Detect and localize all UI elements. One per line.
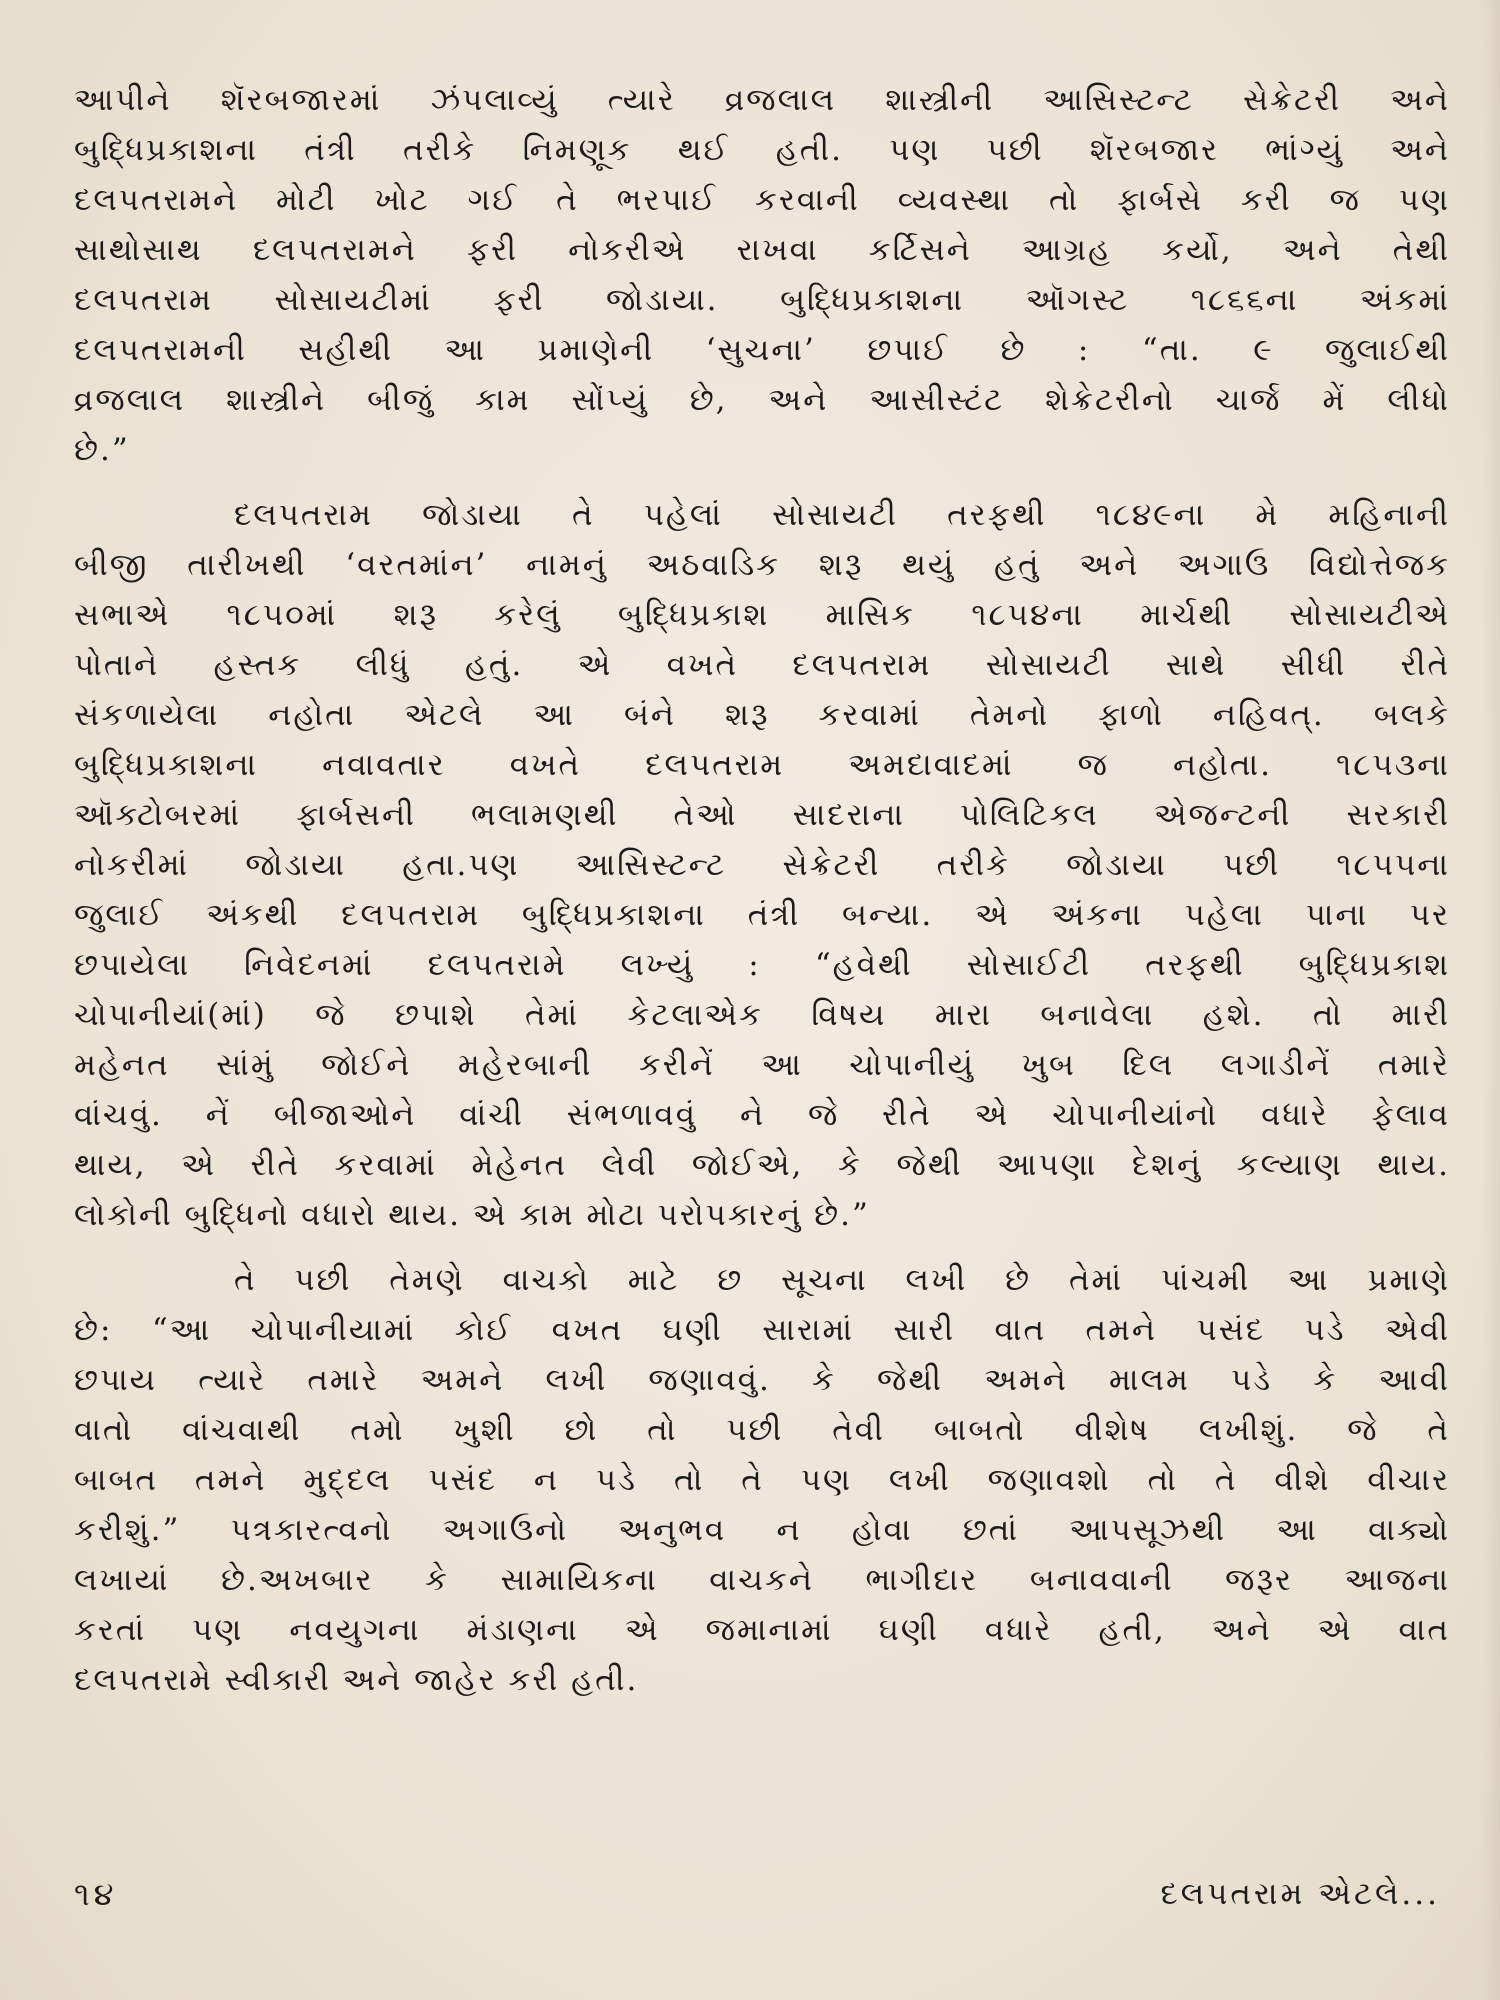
paragraph-1	[74, 75, 1450, 475]
text-line: સાથોસાથ દલપતરામને ફરી નોકરીએ રાખવા કર્ટિસને આગ્રહ કર્યો, અને તેથી	[74, 232, 1450, 268]
text-line: મહેનત સાંમું જોઈને મહેરબાની કરીનેં આ ચોપાનીયું ખુબ દિલ લગાડીનેં તમારે	[74, 1047, 1450, 1083]
text-line: પોતાને હસ્તક લીધું હતું. એ વખતે દલપતરામ સોસાયટી સાથે સીધી રીતે	[74, 647, 1450, 683]
text-line: સંકળાયેલા નહોતા એટલે આ બંને શરૂ કરવામાં તેમનો ફાળો નહિવત્. બલકે	[74, 697, 1450, 733]
text-line: સભાએ ૧૮૫૦માં શરૂ કરેલું બુદ્ધિપ્રકાશ માસિક ૧૮૫૪ના માર્ચથી સોસાયટીએ	[74, 597, 1450, 633]
text-line: બુદ્ધિપ્રકાશના નવાવતાર વખતે દલપતરામ અમદાવાદમાં જ નહોતા. ૧૮૫૩ના	[74, 747, 1450, 783]
text-line: જુલાઈ અંકથી દલપતરામ બુદ્ધિપ્રકાશના તંત્રી બન્યા. એ અંકના પહેલા પાના પર	[74, 897, 1450, 933]
text-line: છપાય ત્યારે તમારે અમને લખી જણાવવું. કે જેથી અમને માલમ પડે કે આવી	[74, 1362, 1450, 1398]
text-line: લખાયાં છે.અખબાર કે સામાયિકના વાચકને ભાગીદાર બનાવવાની જરૂર આજના	[74, 1562, 1450, 1598]
text-line: લોકોની બુદ્ધિનો વધારો થાય. એ કામ મોટા પરોપકારનું છે.”	[74, 1197, 870, 1233]
text-line: ચોપાનીયાં(માં) જે છપાશે તેમાં કેટલાએક વિષય મારા બનાવેલા હશે. તો મારી	[74, 997, 1450, 1033]
page-edge-shadow	[1482, 0, 1500, 2000]
body-text	[74, 75, 1450, 1720]
text-line: દલપતરામ જોડાયા તે પહેલાં સોસાયટી તરફથી ૧૮૪૯ના મે મહિનાની	[234, 497, 1450, 533]
page-number: ૧૪	[74, 1875, 118, 1913]
text-line: વ્રજલાલ શાસ્ત્રીને બીજું કામ સોંપ્યું છે, અને આસીસ્ટંટ શેક્રેટરીનો ચાર્જ મેં લીધો	[74, 382, 1450, 418]
paragraph-3	[74, 1255, 1450, 1705]
text-line: તે પછી તેમણે વાચકો માટે છ સૂચના લખી છે તેમાં પાંચમી આ પ્રમાણે	[234, 1262, 1450, 1298]
text-line: આપીને શૅરબજારમાં ઝંપલાવ્યું ત્યારે વ્રજલાલ શાસ્ત્રીની આસિસ્ટન્ટ સેક્રેટરી અને	[74, 82, 1450, 118]
text-line: દલપતરામને મોટી ખોટ ગઈ તે ભરપાઈ કરવાની વ્યવસ્થા તો ફાર્બસે કરી જ પણ	[74, 182, 1450, 218]
text-line: વાંચવું. નેં બીજાઓને વાંચી સંભળાવવું ને જે રીતે એ ચોપાનીયાંનો વધારે ફેલાવ	[74, 1097, 1450, 1133]
text-line: નોકરીમાં જોડાયા હતા.પણ આસિસ્ટન્ટ સેક્રેટરી તરીકે જોડાયા પછી ૧૮૫૫ના	[74, 847, 1450, 883]
text-line: કરતાં પણ નવયુગના મંડાણના એ જમાનામાં ઘણી વધારે હતી, અને એ વાત	[74, 1612, 1450, 1648]
paragraph-2	[74, 490, 1450, 1240]
text-line: છે: “આ ચોપાનીયામાં કોઈ વખત ઘણી સારામાં સારી વાત તમને પસંદ પડે એવી	[74, 1312, 1450, 1348]
text-line: ઑક્ટોબરમાં ફાર્બસની ભલામણથી તેઓ સાદરાના પોલિટિકલ એજન્ટની સરકારી	[74, 797, 1450, 833]
text-line: દલપતરામની સહીથી આ પ્રમાણેની ‘સુચના’ છપાઈ છે : “તા. ૯ જુલાઈથી	[74, 332, 1450, 368]
text-line: છે.”	[74, 432, 130, 468]
text-line: વાતો વાંચવાથી તમો ખુશી છો તો પછી તેવી બાબતો વીશેષ લખીશું. જે તે	[74, 1412, 1450, 1448]
text-line: બુદ્ધિપ્રકાશના તંત્રી તરીકે નિમણૂક થઈ હતી. પણ પછી શૅરબજાર ભાંગ્યું અને	[74, 132, 1450, 168]
text-line: દલપતરામે સ્વીકારી અને જાહેર કરી હતી.	[74, 1662, 639, 1698]
running-title: દલપતરામ એટલે...	[1160, 1876, 1440, 1912]
text-line: દલપતરામ સોસાયટીમાં ફરી જોડાયા. બુદ્ધિપ્રકાશના ઑગસ્ટ ૧૮૬૬ના અંકમાં	[74, 282, 1450, 318]
text-line: કરીશું.” પત્રકારત્વનો અગાઉનો અનુભવ ન હોવા છતાં આપસૂઝથી આ વાક્યો	[74, 1512, 1450, 1548]
text-line: થાય, એ રીતે કરવામાં મેહેનત લેવી જોઈએ, કે જેથી આપણા દેશનું કલ્યાણ થાય.	[74, 1147, 1450, 1183]
text-line: બીજી તારીખથી ‘વરતમાંન’ નામનું અઠવાડિક શરૂ થયું હતું અને અગાઉ વિદ્યોત્તેજક	[74, 547, 1450, 583]
text-line: છપાયેલા નિવેદનમાં દલપતરામે લખ્યું : “હવેથી સોસાઈટી તરફથી બુદ્ધિપ્રકાશ	[74, 947, 1450, 983]
text-line: બાબત તમને મુદ્દલ પસંદ ન પડે તો તે પણ લખી જણાવશો તો તે વીશે વીચાર	[74, 1462, 1450, 1498]
